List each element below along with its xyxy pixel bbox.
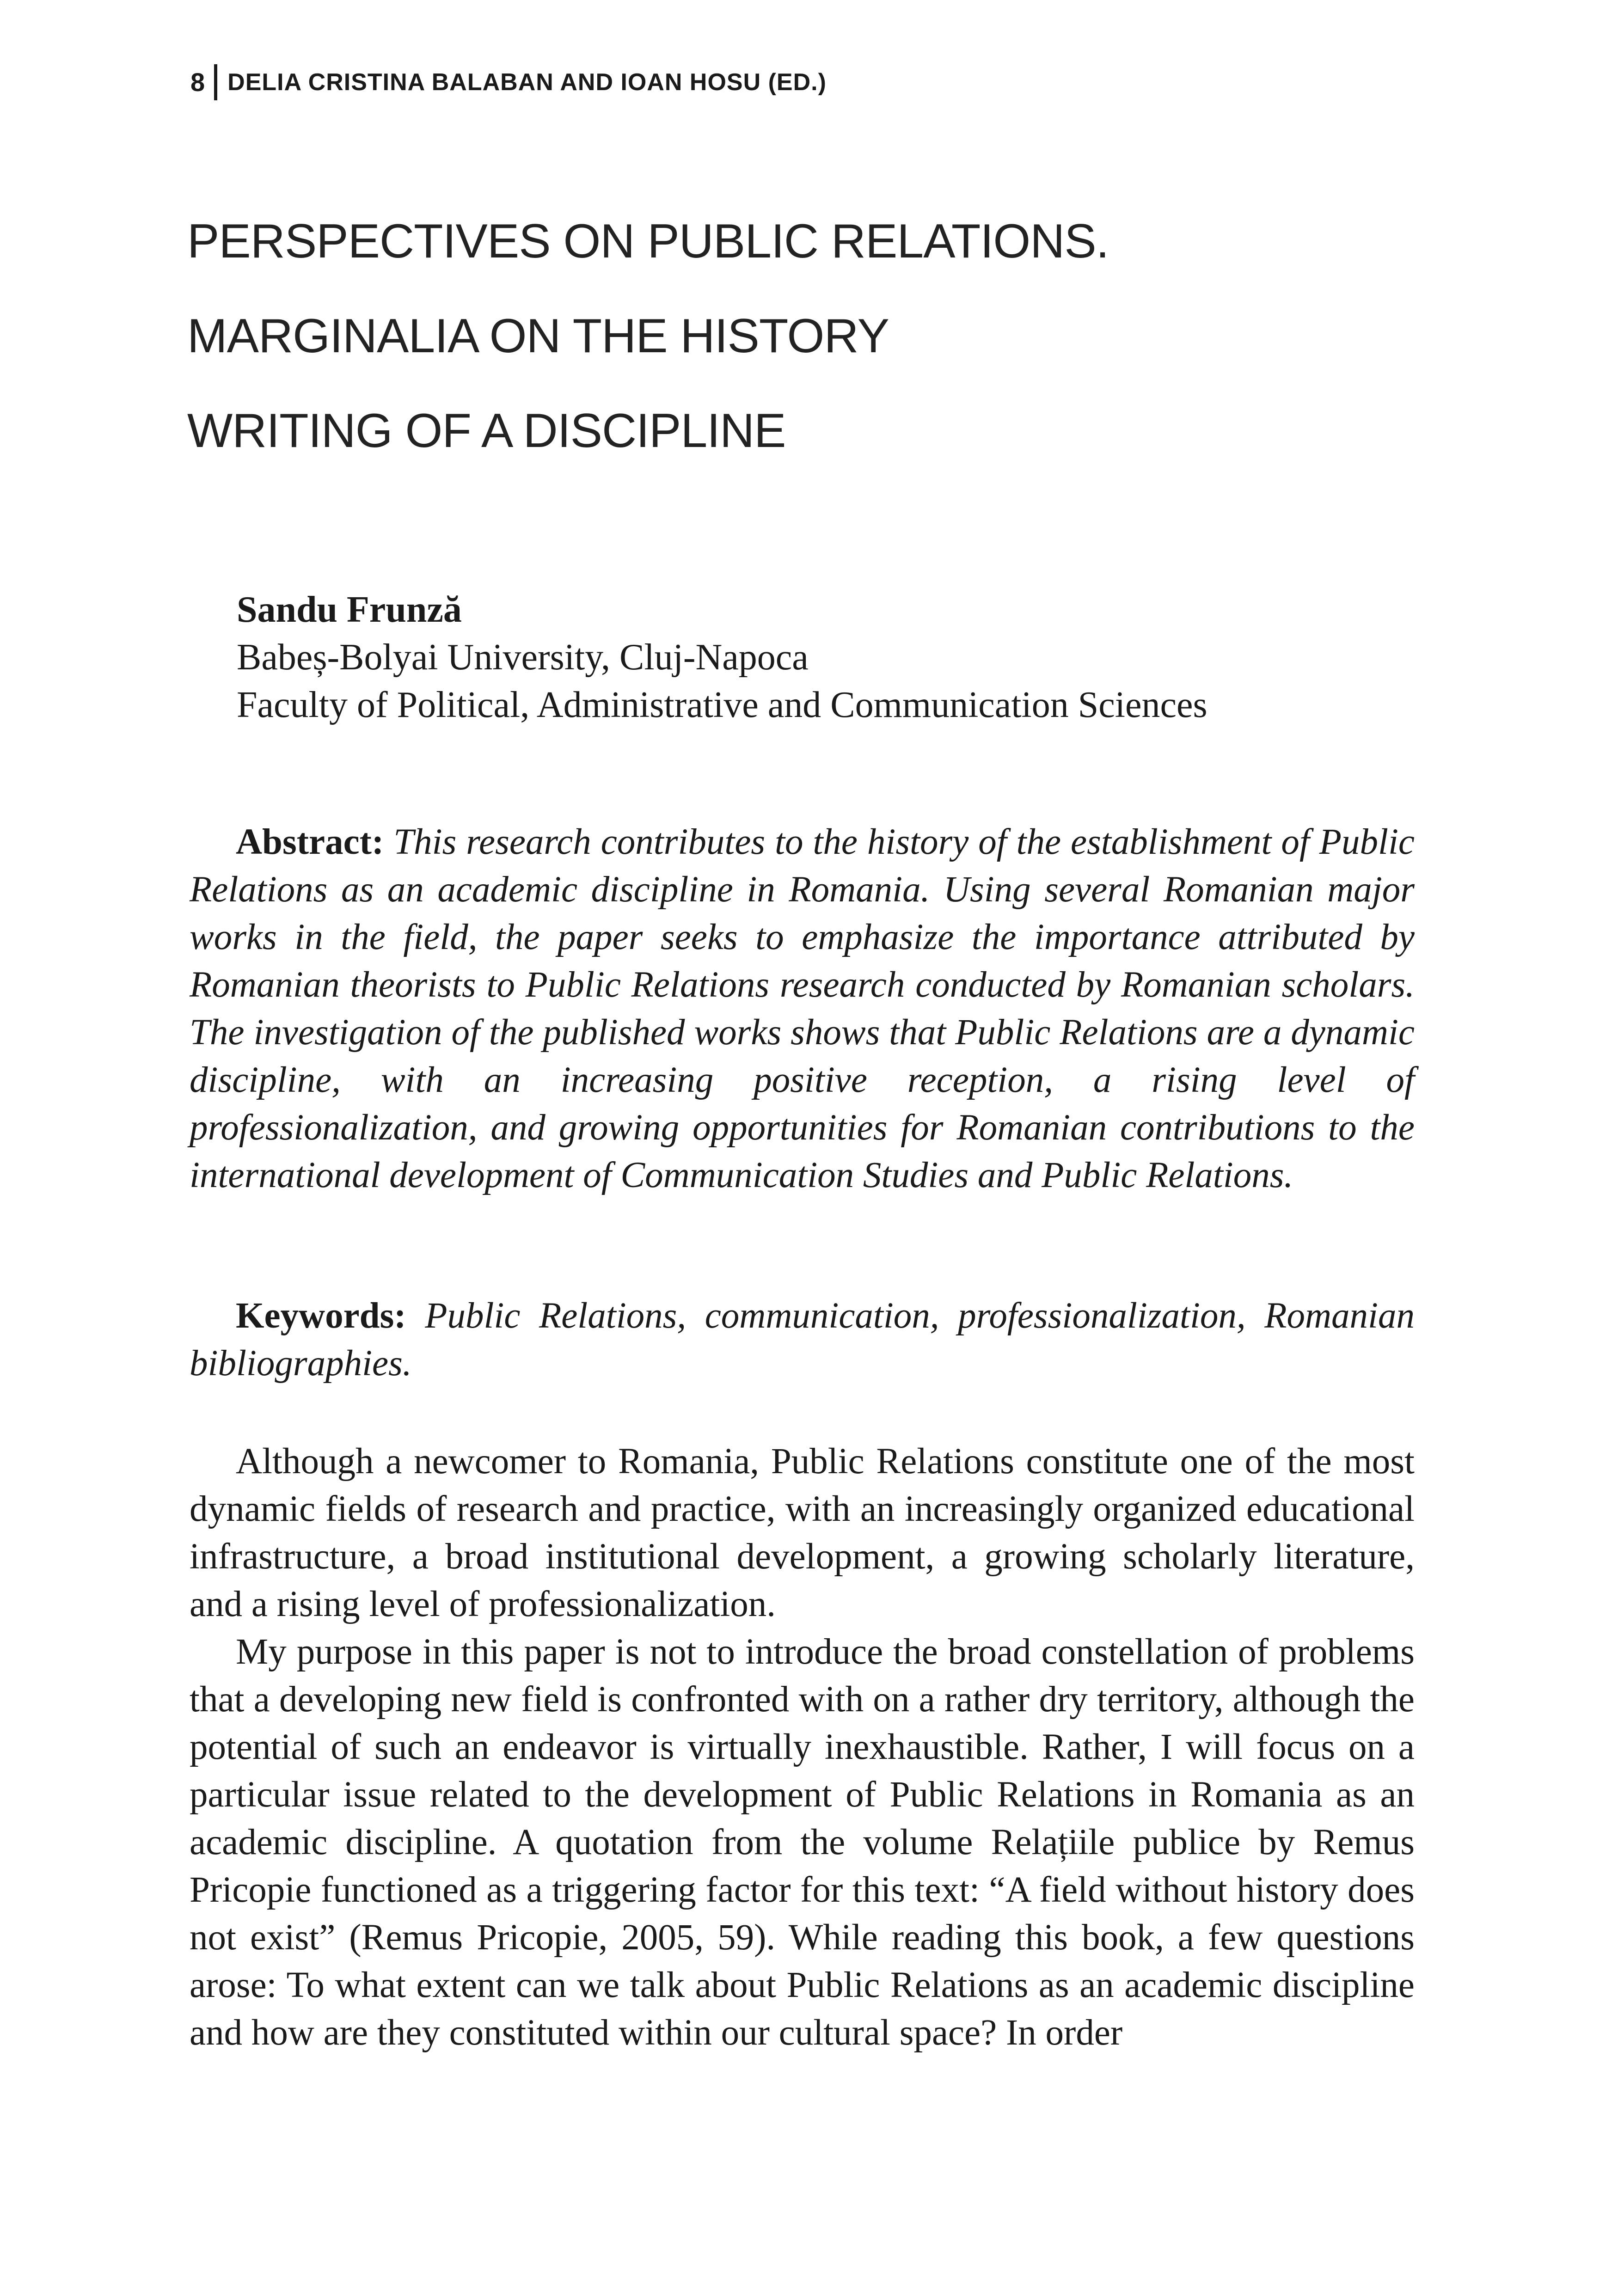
keywords-label: Keywords: [236, 1296, 425, 1336]
body-paragraph-1: Although a newcomer to Romania, Public Relations constitute one of the most dynamic fields of research and practice, with an increasingly organized educational infrastructure, a broad institutional development, a growing scholarly literature, and a rising level of professionalization. [190, 1441, 1415, 1624]
page-number: 8 [190, 67, 205, 97]
abstract-label: Abstract: [236, 822, 394, 862]
abstract-text: This research contributes to the history of the establishment of Public Relations as an academic discipline in Romania. Using several Romanian major works in the field, the paper seeks to emphasize the importance attributed by Romanian theorists to Public Relations research conducted by Romanian scholars. The investigation of the published works shows that Public Relations are a dynamic discipline, with an increasing positive reception, a rising level of professionalization, and growing opportunities for Romanian contributions to the international development of Communication Studies and Public Relations. [190, 822, 1415, 1195]
body-paragraph-2: My purpose in this paper is not to introduce the broad constellation of problems that a developing new field is confronted with on a rather dry territory, although the potential of such an endeavor is virtually inexhaustible. Rather, I will focus on a particular issue related to the development of Public Relations in Romania as an academic discipline. A quotation from the volume Relațiile publice by Remus Pricopie functioned as a triggering factor for this text: “A field without history does not exist” (Remus Pricopie, 2005, 59). While reading this book, a few questions arose: To what extent can we talk about Public Relations as an academic discipline and how are they constituted within our cultural space? In order [190, 1632, 1415, 2053]
running-head-separator [214, 64, 217, 100]
author-university: Babeș-Bolyai University, Cluj-Napoca [237, 637, 809, 678]
running-head [190, 64, 827, 101]
author-block [237, 586, 1207, 729]
author-faculty: Faculty of Political, Administrative and Communication Sciences [237, 685, 1207, 725]
chapter-title-line-1: PERSPECTIVES ON PUBLIC RELATIONS. [187, 214, 1109, 268]
chapter-title-line-3: WRITING OF A DISCIPLINE [187, 404, 786, 458]
chapter-title [187, 194, 1435, 478]
abstract [190, 818, 1415, 1199]
running-head-authors: DELIA CRISTINA BALABAN AND IOAN HOSU (ED.) [227, 69, 827, 96]
body-text [190, 1438, 1415, 2057]
keywords [190, 1292, 1415, 1387]
author-name: Sandu Frunză [237, 589, 462, 630]
keywords-text: Public Relations, communication, professionalization, Romanian bibliographies. [190, 1296, 1415, 1384]
chapter-title-line-2: MARGINALIA ON THE HISTORY [187, 309, 889, 363]
